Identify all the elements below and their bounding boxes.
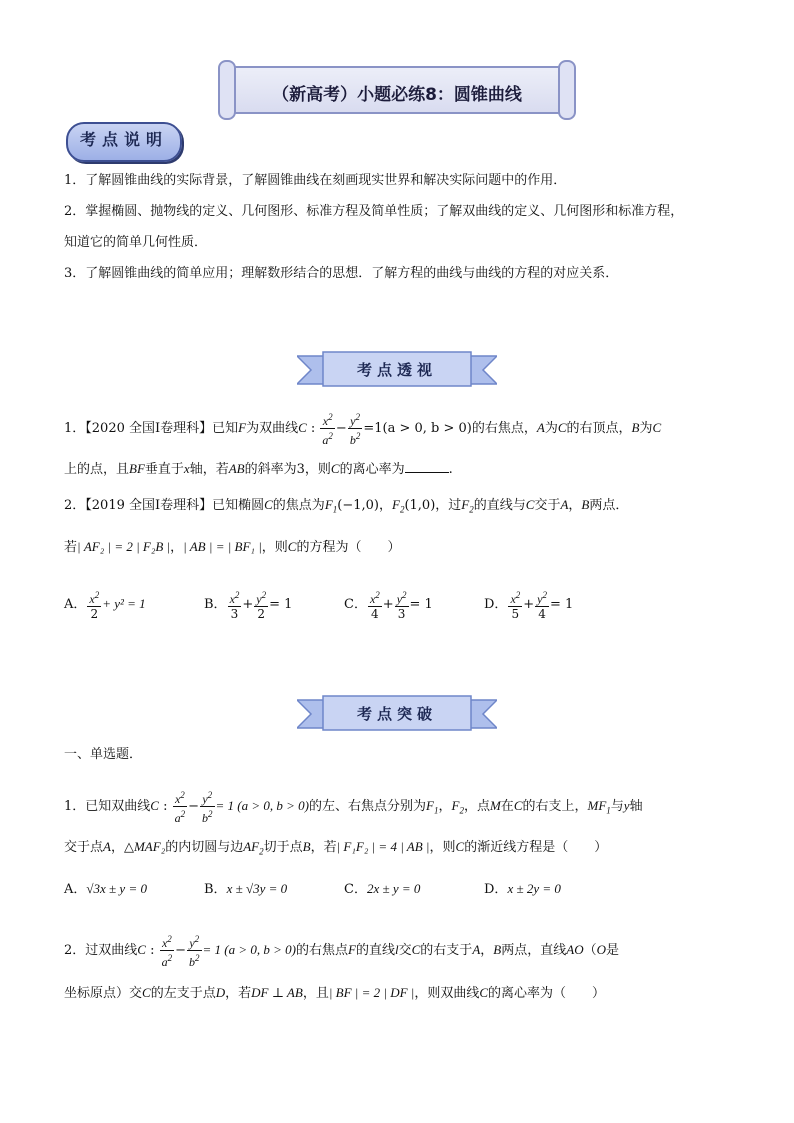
- q1-condition: =1(a > 0, b > 0): [363, 421, 472, 436]
- q1-text: 垂直于: [144, 462, 184, 477]
- option-eq-tail: + y² = 1: [102, 596, 146, 611]
- q2-equation-2: | AB | = | BF₁ |: [183, 539, 262, 554]
- s1-var-f2: $F_2$: [451, 798, 464, 816]
- s2-var-d: D: [215, 985, 226, 1000]
- s1-option-d[interactable]: [484, 880, 561, 899]
- q2-line-1: [64, 496, 628, 519]
- q1-slope-value: 3: [296, 462, 305, 477]
- s2-text: 的离心率为（ ）: [488, 986, 606, 1001]
- q1-text: 轴，若: [189, 462, 229, 477]
- s1-option-b[interactable]: [204, 880, 287, 899]
- s1-var-m: M: [489, 798, 501, 813]
- q2-var-a: A: [560, 497, 569, 512]
- s2-var-o: O: [596, 942, 606, 957]
- s1-condition: = 1 (a > 0, b > 0): [215, 798, 309, 813]
- title-scroll: [218, 60, 576, 116]
- s2-condition: = 1 (a > 0, b > 0): [202, 942, 296, 957]
- q1-text: 为: [544, 421, 558, 436]
- s1-frac-x2a2: $\frac{x^2}{a^2}$: [174, 790, 186, 825]
- s2-var-ao: AO: [566, 942, 584, 957]
- option-answer: √3x ± y = 0: [86, 881, 147, 896]
- s2-text: ，: [480, 943, 494, 958]
- frac-y2-4: $\frac{y^2}{4}$: [537, 590, 547, 621]
- s2-line-1: 2．过双曲线C : $\frac{x^2}{a^2}$ − $\frac{y^2}{b^2}$ = 1 (a > 0, b > 0)的右焦点F的直线l交C的右支于A，B两点，直线AO（O是: [64, 934, 620, 969]
- section-ribbon-kaodian-toushi: [297, 350, 497, 390]
- q2-text: 的直线与: [473, 498, 526, 513]
- s1-var-b: B: [302, 839, 311, 854]
- s2-text: ，若: [225, 986, 252, 1001]
- option-letter: A．: [64, 597, 87, 612]
- q2-var-f2: $F_2$: [392, 497, 405, 515]
- option-answer: 2x ± y = 0: [366, 881, 421, 896]
- option-letter: B．: [204, 597, 227, 612]
- option-letter: C．: [344, 597, 367, 612]
- option-letter: D．: [484, 882, 508, 897]
- s2-text: （: [583, 943, 597, 958]
- q2-option-a[interactable]: [64, 588, 146, 621]
- s2-var-c: C: [142, 985, 151, 1000]
- q2-text: ，: [568, 498, 582, 513]
- q1-var-ab: AB: [228, 461, 245, 476]
- q2-var-c: C: [525, 497, 535, 512]
- s2-text: 的直线: [355, 943, 395, 958]
- q2-text: ，过: [435, 498, 462, 513]
- s1-option-a[interactable]: [64, 880, 147, 899]
- q2-var-c: C: [287, 539, 297, 554]
- s1-text: 在: [500, 799, 514, 814]
- q2-text: 若: [64, 540, 78, 555]
- s1-var-c: C: [150, 798, 159, 813]
- q1-var-a: A: [536, 420, 545, 435]
- q1-text: 为: [639, 421, 653, 436]
- option-letter: C．: [344, 882, 367, 897]
- s2-text: 坐标原点）交: [64, 986, 143, 1001]
- q1-text: .: [448, 462, 453, 477]
- q1-text: ，则: [304, 462, 331, 477]
- s2-text: ，则双曲线: [414, 986, 480, 1001]
- s1-text: 的内切圆与边: [165, 840, 244, 855]
- q1-text: 为双曲线: [246, 421, 299, 436]
- s1-var-af2: $AF_2$: [243, 839, 264, 857]
- s2-equation: | BF | = 2 | DF |: [328, 985, 415, 1000]
- s1-triangle: △MAF₂: [123, 839, 166, 854]
- s1-var-c: C: [455, 839, 465, 854]
- s1-text: 的右支上，: [522, 799, 588, 814]
- q2-equation-1: | AF₂ | = 2 | F₂B |: [77, 539, 171, 554]
- q1-line-1: 1．【2020 全国Ⅰ卷理科】已知F为双曲线C : $\frac{x^2}{a^2}$ − $\frac{y^2}{b^2}$ =1(a > 0, b > 0)的右焦点，A为C的右顶点，B为C: [64, 412, 662, 447]
- q2-var-f1: $F_1$: [324, 497, 338, 515]
- q2-text: ，: [170, 540, 184, 555]
- s1-text: ，则: [429, 840, 456, 855]
- q2-text: ，则: [261, 540, 288, 555]
- option-eq-end: = 1: [269, 597, 293, 612]
- q1-prefix: 1．【2020 全国Ⅰ卷理科】已知: [64, 421, 239, 436]
- s2-var-c: C: [411, 942, 421, 957]
- q2-text: 交于: [534, 498, 561, 513]
- q2-option-d[interactable]: D． $\frac{x^2}{5}$ + $\frac{y^2}{4}$ = 1: [484, 590, 574, 621]
- s2-text: 的左支于点: [150, 986, 216, 1001]
- s2-perpendicular: DF ⊥ AB: [251, 985, 303, 1000]
- q2-text: 的方程为（ ）: [296, 540, 401, 555]
- s1-text: 的渐近线方程是（ ）: [464, 840, 608, 855]
- q1-var-c: C: [298, 420, 307, 435]
- frac-x2-5: $\frac{x^2}{5}$: [510, 590, 521, 621]
- s1-text: ，点: [463, 799, 490, 814]
- s2-frac-x2a2: $\frac{x^2}{a^2}$: [161, 934, 173, 969]
- s1-text: 轴: [629, 799, 643, 814]
- section-badge-kaodian-shuoming: [66, 122, 182, 162]
- q2-var-c: C: [264, 497, 273, 512]
- s1-line-2: [64, 838, 607, 861]
- frac-x2-3: $\frac{x^2}{3}$: [229, 590, 240, 621]
- s1-frac-y2b2: $\frac{y^2}{b^2}$: [202, 790, 213, 825]
- intro-point-1: 1．了解圆锥曲线的实际背景，了解圆锥曲线在刻画现实世界和解决实际问题中的作用．: [64, 173, 567, 188]
- q1-frac-y2b2: $\frac{y^2}{b^2}$: [349, 412, 361, 447]
- s1-text: ，: [110, 840, 124, 855]
- q1-var-bf: BF: [129, 461, 145, 476]
- q2-line-2: [64, 538, 400, 557]
- frac-x2-2: $\frac{x^2}{2}$: [89, 590, 100, 621]
- q2-prefix: 2．【2019 全国Ⅰ卷理科】已知椭圆: [64, 498, 265, 513]
- q1-text: 的右焦点，: [471, 421, 537, 436]
- q1-var-c: C: [557, 420, 567, 435]
- s1-var-mf1: $MF_1$: [587, 798, 611, 816]
- q1-var-f: F: [238, 420, 247, 435]
- option-eq-end: = 1: [409, 597, 433, 612]
- q2-text: ，: [378, 498, 392, 513]
- section-badge-label: 考点说明: [79, 130, 168, 149]
- s1-prefix: 1．已知双曲线: [64, 799, 151, 814]
- s1-option-c[interactable]: [344, 880, 420, 899]
- q2-var-b: B: [581, 497, 590, 512]
- option-answer: x ± 2y = 0: [507, 881, 561, 896]
- q1-var-c: C: [330, 461, 340, 476]
- s2-prefix: 2．过双曲线: [64, 943, 138, 958]
- s2-text: 的右支于: [420, 943, 473, 958]
- part-heading-single-choice: 一、单选题．: [64, 747, 143, 762]
- q2-text: 的焦点为: [272, 498, 325, 513]
- option-eq-end: = 1: [550, 597, 574, 612]
- q1-text: 的离心率为: [339, 462, 405, 477]
- page-title: （新高考）小题必练8：圆锥曲线: [272, 85, 522, 105]
- q1-var-b: B: [631, 420, 640, 435]
- q1-frac-x2a2: $\frac{x^2}{a^2}$: [322, 412, 333, 447]
- section-ribbon-kaodian-tupo: [297, 694, 497, 734]
- q1-var-x: x: [183, 461, 190, 476]
- q2-f1-coord: (−1,0): [337, 498, 379, 513]
- s2-text: ，且: [302, 986, 329, 1001]
- s2-var-c: C: [479, 985, 489, 1000]
- intro-point-3: 3．了解圆锥曲线的简单应用；理解数形结合的思想．了解方程的曲线与曲线的方程的对应关系．: [64, 266, 619, 281]
- s2-var-c: C: [137, 942, 146, 957]
- s1-var-f1: $F_1$: [426, 798, 439, 816]
- q2-text: 两点．: [589, 498, 629, 513]
- q2-var-f2: $F_2$: [461, 497, 474, 515]
- q2-f2-coord: (1,0): [404, 498, 436, 513]
- s1-text: 的左、右焦点分别为: [309, 799, 427, 814]
- q1-text: 的斜率为: [244, 462, 297, 477]
- s2-var-b: B: [493, 942, 502, 957]
- s2-var-f: F: [348, 942, 356, 957]
- q2-option-c[interactable]: C． $\frac{x^2}{4}$ + $\frac{y^2}{3}$ = 1: [344, 590, 433, 621]
- s1-var-a: A: [103, 839, 111, 854]
- option-letter: B．: [204, 882, 227, 897]
- s1-var-y: y: [623, 798, 630, 813]
- s1-text: 与: [610, 799, 624, 814]
- s2-text: 交: [398, 943, 412, 958]
- intro-point-2: 2．掌握椭圆、抛物线的定义、几何图形、标准方程及简单性质；了解双曲线的定义、几何图形和标准方程，: [64, 204, 684, 219]
- intro-point-2-cont: 知道它的简单几何性质．: [64, 235, 208, 250]
- s2-var-l: l: [394, 942, 399, 957]
- s2-line-2: [64, 984, 605, 1003]
- s1-equation: | F₁F₂ | = 4 | AB |: [336, 839, 430, 854]
- q1-answer-blank[interactable]: [405, 460, 449, 473]
- s1-text: ，若: [310, 840, 337, 855]
- option-answer: x ± √3y = 0: [226, 881, 288, 896]
- s2-text: 两点，直线: [501, 943, 567, 958]
- frac-x2-4: $\frac{x^2}{4}$: [369, 590, 380, 621]
- s1-text: 交于点: [64, 840, 104, 855]
- option-letter: D．: [484, 597, 508, 612]
- s2-text: 是: [606, 943, 620, 958]
- q2-option-b[interactable]: B． $\frac{x^2}{3}$ + $\frac{y^2}{2}$ = 1: [204, 590, 293, 621]
- frac-y2-2: $\frac{y^2}{2}$: [256, 590, 267, 621]
- q1-var-c: C: [652, 420, 662, 435]
- section-ribbon-label: 考点透视: [356, 361, 437, 379]
- q1-text: 的右顶点，: [566, 421, 632, 436]
- s1-var-c: C: [513, 798, 523, 813]
- s1-line-1: 1．已知双曲线C : $\frac{x^2}{a^2}$ − $\frac{y^2}{b^2}$ = 1 (a > 0, b > 0)的左、右焦点分别为$F_1$，$F_2$，点M在C的右支上，$MF_1$与y轴: [64, 790, 643, 825]
- frac-y2-3: $\frac{y^2}{3}$: [396, 590, 407, 621]
- s2-frac-y2b2: $\frac{y^2}{b^2}$: [189, 934, 200, 969]
- s1-text: 切于点: [263, 840, 303, 855]
- section-ribbon-label: 考点突破: [356, 705, 437, 723]
- s2-text: 的右焦点: [296, 943, 349, 958]
- option-letter: A．: [64, 882, 87, 897]
- s2-var-a: A: [472, 942, 481, 957]
- q1-line-2: [64, 460, 453, 479]
- q1-text: 上的点，且: [64, 462, 130, 477]
